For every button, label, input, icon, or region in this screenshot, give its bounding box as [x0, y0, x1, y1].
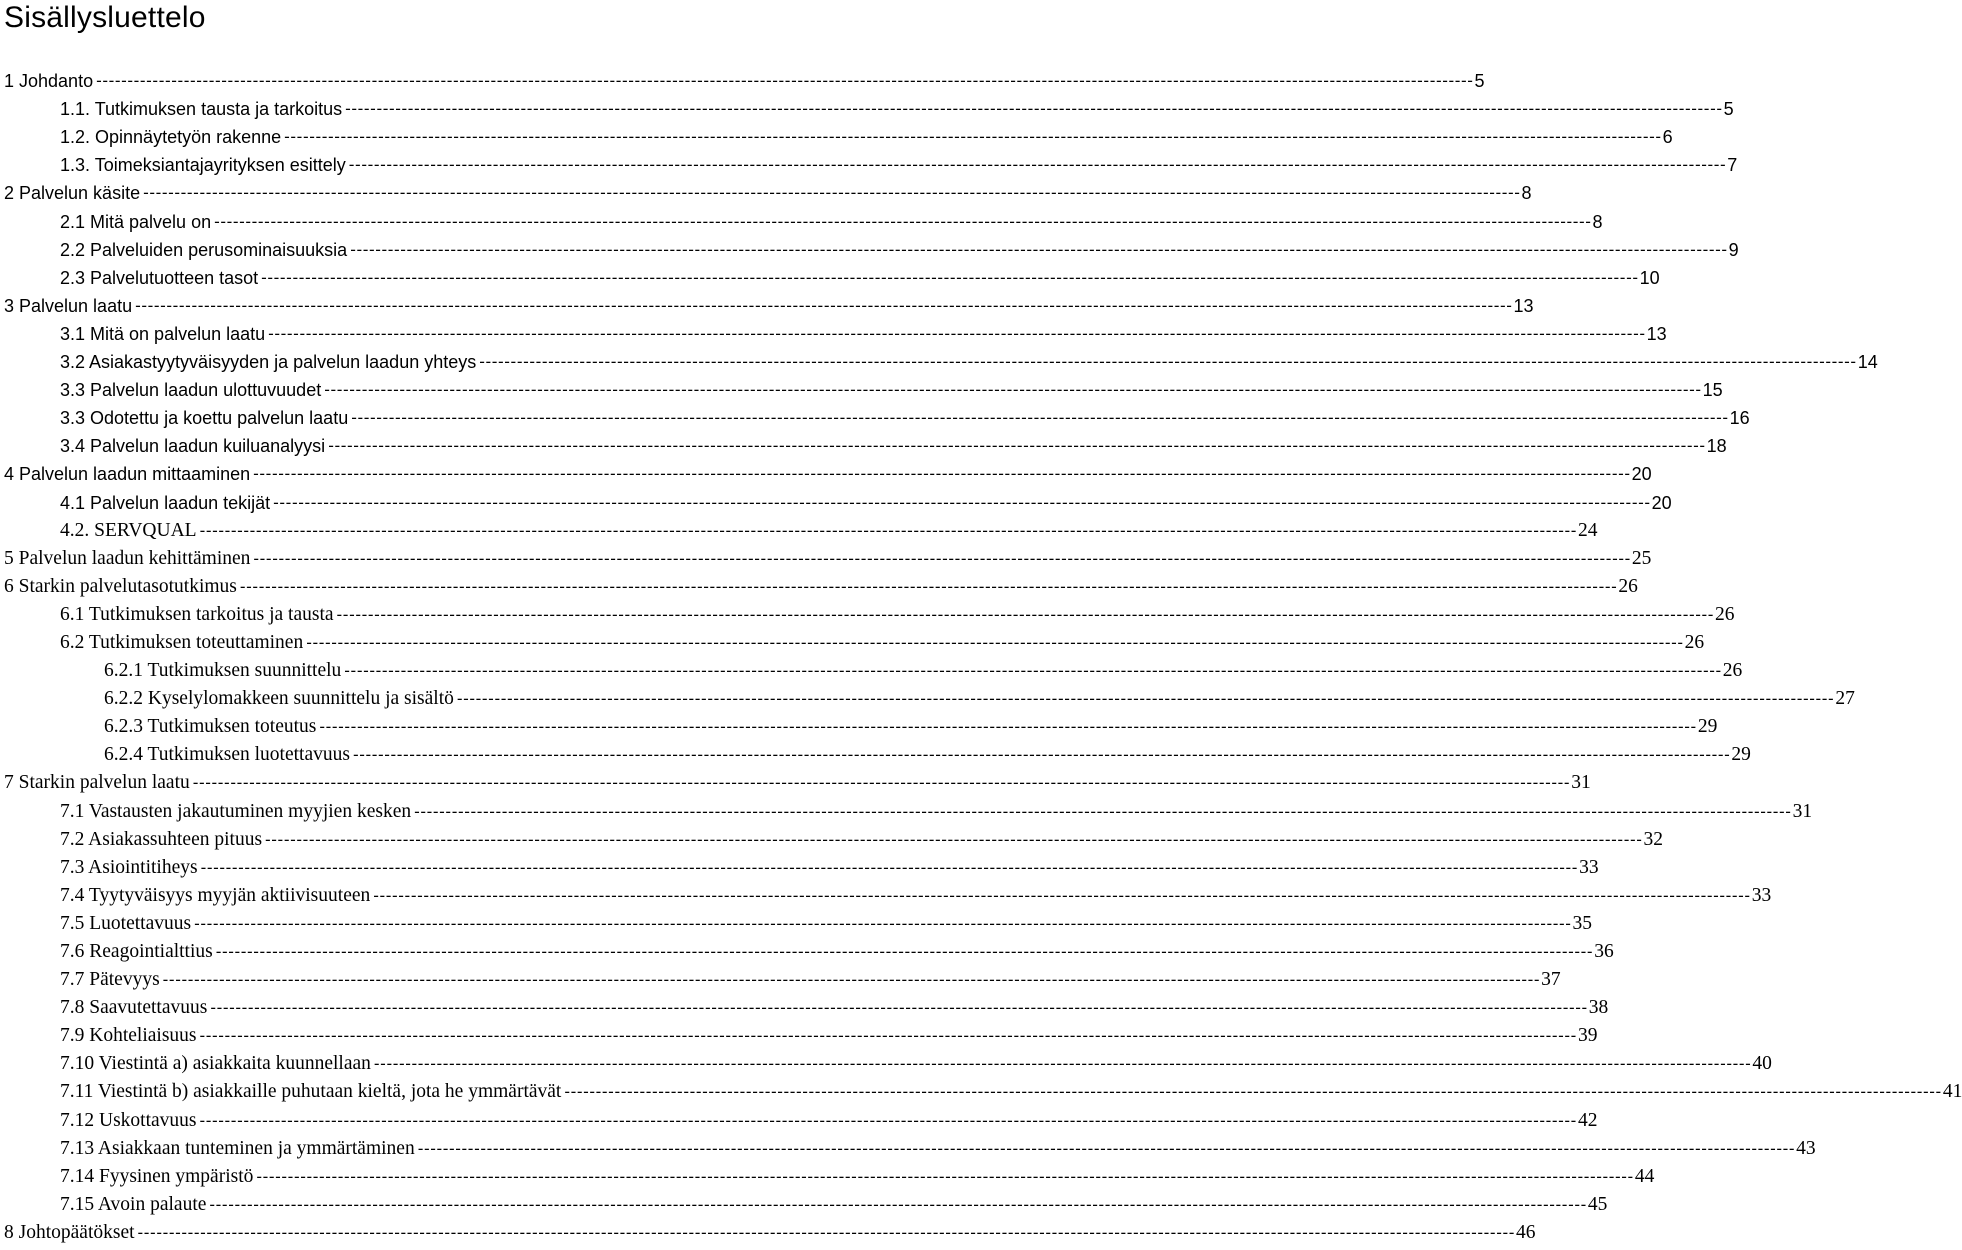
- toc-entry[interactable]: [0, 794, 1813, 822]
- dot-leader: ----------------------------------------------------------------------------------------------------------------------------------------------------------------------------------------------------------------------------: [414, 801, 1792, 821]
- dot-leader: ----------------------------------------------------------------------------------------------------------------------------------------------------------------------------------------------------------------------------: [345, 99, 1723, 119]
- toc-entry-title: 3.4 Palvelun laadun kuiluanalyysi: [0, 435, 328, 457]
- toc-entry-title: 7.11 Viestintä b) asiakkaille puhutaan kieltä, jota he ymmärtävät: [0, 1081, 564, 1103]
- toc-entry-page-number: 24: [1578, 519, 1598, 541]
- toc-entry-page-number: 36: [1594, 941, 1614, 962]
- dot-leader: ----------------------------------------------------------------------------------------------------------------------------------------------------------------------------------------------------------------------------: [261, 267, 1639, 287]
- toc-entry-page-number: 7: [1727, 155, 1738, 176]
- toc-entry-page-number: 15: [1702, 380, 1723, 401]
- toc-entry-title: 3.1 Mitä on palvelun laatu: [0, 323, 268, 345]
- dot-leader: ----------------------------------------------------------------------------------------------------------------------------------------------------------------------------------------------------------------------------: [199, 1026, 1577, 1046]
- toc-entry[interactable]: [0, 654, 1743, 682]
- toc-entry[interactable]: [0, 261, 1660, 289]
- dot-leader: ----------------------------------------------------------------------------------------------------------------------------------------------------------------------------------------------------------------------------: [350, 239, 1728, 259]
- toc-entry[interactable]: [0, 710, 1718, 738]
- toc-entry[interactable]: [0, 1132, 1816, 1160]
- toc-entry[interactable]: [0, 204, 1603, 232]
- toc-entry-page-number: 37: [1541, 969, 1561, 991]
- toc-entry[interactable]: [0, 907, 1593, 935]
- toc-entry-title: 7.9 Kohteliaisuus: [0, 1025, 200, 1047]
- toc-entry-page-number: 16: [1729, 408, 1750, 429]
- toc-entry-title: 7.4 Tyytyväisyys myyjän aktiivisuuteen: [0, 885, 373, 907]
- toc-entry-title: 1.2. Opinnäytetyön rakenne: [0, 126, 284, 148]
- dot-leader: ----------------------------------------------------------------------------------------------------------------------------------------------------------------------------------------------------------------------------: [253, 548, 1631, 568]
- toc-entry-page-number: 46: [1515, 1221, 1536, 1243]
- dot-leader: ----------------------------------------------------------------------------------------------------------------------------------------------------------------------------------------------------------------------------: [268, 323, 1646, 343]
- dot-leader: ----------------------------------------------------------------------------------------------------------------------------------------------------------------------------------------------------------------------------: [256, 1166, 1634, 1186]
- toc-entry[interactable]: [0, 1188, 1608, 1216]
- dot-leader: ----------------------------------------------------------------------------------------------------------------------------------------------------------------------------------------------------------------------------: [199, 1110, 1577, 1130]
- dot-leader: ----------------------------------------------------------------------------------------------------------------------------------------------------------------------------------------------------------------------------: [328, 436, 1706, 456]
- dot-leader: ----------------------------------------------------------------------------------------------------------------------------------------------------------------------------------------------------------------------------: [284, 127, 1662, 147]
- toc-entry-title: 7.3 Asiointitiheys: [0, 857, 201, 879]
- toc-entry-page-number: 40: [1752, 1053, 1772, 1075]
- toc-entry-title: 7.13 Asiakkaan tunteminen ja ymmärtäminen: [0, 1138, 418, 1160]
- toc-entry-page-number: 5: [1474, 71, 1485, 92]
- toc-entry-title: 1.1. Tutkimuksen tausta ja tarkoitus: [0, 98, 345, 120]
- toc-entry-title: 3.3 Odotettu ja koettu palvelun laatu: [0, 407, 351, 429]
- toc-entry[interactable]: [0, 92, 1734, 120]
- toc-entry-title: 2.3 Palvelutuotteen tasot: [0, 267, 261, 289]
- toc-entry[interactable]: [0, 429, 1727, 457]
- dot-leader: ----------------------------------------------------------------------------------------------------------------------------------------------------------------------------------------------------------------------------: [143, 183, 1521, 203]
- toc-entry-page-number: 14: [1857, 352, 1878, 373]
- toc-entry[interactable]: [0, 1103, 1598, 1131]
- toc-entry[interactable]: [0, 148, 1738, 176]
- toc-entry-page-number: 39: [1577, 1025, 1598, 1047]
- toc-entry-page-number: 41: [1942, 1081, 1962, 1103]
- toc-entry-page-number: 42: [1577, 1109, 1598, 1131]
- toc-entry-page-number: 38: [1588, 997, 1609, 1019]
- toc-entry-page-number: 8: [1521, 183, 1532, 204]
- toc-entry[interactable]: [0, 289, 1534, 317]
- dot-leader: ----------------------------------------------------------------------------------------------------------------------------------------------------------------------------------------------------------------------------: [214, 211, 1592, 231]
- dot-leader: ----------------------------------------------------------------------------------------------------------------------------------------------------------------------------------------------------------------------------: [319, 717, 1697, 737]
- dot-leader: ----------------------------------------------------------------------------------------------------------------------------------------------------------------------------------------------------------------------------: [351, 408, 1729, 428]
- dot-leader: ----------------------------------------------------------------------------------------------------------------------------------------------------------------------------------------------------------------------------: [306, 632, 1684, 652]
- toc-entry-title: 7.6 Reagointialttius: [0, 941, 216, 963]
- toc-entry-page-number: 35: [1572, 912, 1593, 934]
- toc-entry-title: 6.1 Tutkimuksen tarkoitus ja tausta: [0, 604, 337, 626]
- toc-entry-title: 7.15 Avoin palaute: [0, 1194, 209, 1216]
- toc-entry-title: 7.5 Luotettavuus: [0, 913, 194, 935]
- toc-entry-title: 7.12 Uskottavuus: [0, 1110, 200, 1132]
- dot-leader: ----------------------------------------------------------------------------------------------------------------------------------------------------------------------------------------------------------------------------: [253, 464, 1631, 484]
- toc-entry-page-number: 27: [1835, 688, 1855, 710]
- toc-entry-title: 1.3. Toimeksiantajayrityksen esittely: [0, 154, 349, 176]
- toc-entry-page-number: 26: [1684, 631, 1705, 653]
- toc-entry[interactable]: [0, 738, 1751, 766]
- toc-entry-title: 6.2.3 Tutkimuksen toteutus: [0, 716, 319, 738]
- dot-leader: ----------------------------------------------------------------------------------------------------------------------------------------------------------------------------------------------------------------------------: [348, 155, 1727, 175]
- toc-entry-page-number: 13: [1513, 295, 1534, 316]
- dot-leader: ----------------------------------------------------------------------------------------------------------------------------------------------------------------------------------------------------------------------------: [162, 970, 1541, 990]
- toc-entry-title: 6.2.1 Tutkimuksen suunnittelu: [0, 660, 344, 682]
- toc-entry-title: 4 Palvelun laadun mittaaminen: [0, 463, 253, 485]
- dot-leader: ----------------------------------------------------------------------------------------------------------------------------------------------------------------------------------------------------------------------------: [417, 1138, 1796, 1158]
- toc-entry[interactable]: [0, 176, 1532, 204]
- toc-entry-page-number: 9: [1728, 239, 1739, 260]
- toc-entry-page-number: 33: [1751, 884, 1772, 906]
- toc-entry[interactable]: [0, 233, 1739, 261]
- toc-entry[interactable]: [0, 935, 1614, 963]
- toc-entry-title: 7.10 Viestintä a) asiakkaita kuunnellaan: [0, 1053, 374, 1075]
- toc-entry-title: 4.1 Palvelun laadun tekijät: [0, 492, 273, 514]
- toc-entry-title: 7.2 Asiakassuhteen pituus: [0, 829, 265, 851]
- dot-leader: ----------------------------------------------------------------------------------------------------------------------------------------------------------------------------------------------------------------------------: [200, 857, 1579, 877]
- dot-leader: ----------------------------------------------------------------------------------------------------------------------------------------------------------------------------------------------------------------------------: [199, 520, 1578, 540]
- toc-entry-page-number: 20: [1651, 492, 1672, 513]
- toc-entry-page-number: 20: [1631, 464, 1652, 485]
- toc-entry[interactable]: [0, 1047, 1772, 1075]
- toc-entry-title: 2 Palvelun käsite: [0, 182, 143, 204]
- dot-leader: ----------------------------------------------------------------------------------------------------------------------------------------------------------------------------------------------------------------------------: [209, 1194, 1587, 1214]
- toc-entry[interactable]: [0, 542, 1652, 570]
- toc-entry[interactable]: [0, 570, 1638, 598]
- dot-leader: ----------------------------------------------------------------------------------------------------------------------------------------------------------------------------------------------------------------------------: [352, 745, 1731, 765]
- dot-leader: ----------------------------------------------------------------------------------------------------------------------------------------------------------------------------------------------------------------------------: [239, 576, 1618, 596]
- toc-entry[interactable]: [0, 64, 1485, 92]
- toc-entry-title: 1 Johdanto: [0, 70, 96, 92]
- table-of-contents: [0, 64, 1962, 1244]
- toc-entry[interactable]: [0, 766, 1591, 794]
- toc-entry-title: 3 Palvelun laatu: [0, 295, 135, 317]
- toc-entry[interactable]: [0, 991, 1609, 1019]
- toc-entry[interactable]: [0, 1216, 1536, 1244]
- dot-leader: ----------------------------------------------------------------------------------------------------------------------------------------------------------------------------------------------------------------------------: [324, 380, 1702, 400]
- toc-entry-title: 2.1 Mitä palvelu on: [0, 211, 214, 233]
- toc-entry-page-number: 8: [1592, 211, 1603, 232]
- toc-entry-title: 3.3 Palvelun laadun ulottuvuudet: [0, 379, 324, 401]
- page-title: Sisällysluettelo: [4, 1, 206, 34]
- toc-entry[interactable]: [0, 1019, 1598, 1047]
- toc-entry-page-number: 10: [1639, 267, 1660, 288]
- toc-entry-page-number: 33: [1579, 856, 1599, 878]
- dot-leader: ----------------------------------------------------------------------------------------------------------------------------------------------------------------------------------------------------------------------------: [192, 773, 1571, 793]
- toc-entry-page-number: 29: [1731, 744, 1751, 766]
- toc-entry-title: 6.2 Tutkimuksen toteuttaminen: [0, 632, 306, 654]
- toc-entry-page-number: 32: [1643, 828, 1663, 850]
- toc-entry[interactable]: [0, 373, 1723, 401]
- dot-leader: ----------------------------------------------------------------------------------------------------------------------------------------------------------------------------------------------------------------------------: [479, 352, 1857, 372]
- toc-entry[interactable]: [0, 1075, 1962, 1103]
- toc-entry-page-number: 44: [1634, 1165, 1655, 1187]
- toc-entry-page-number: 6: [1662, 127, 1673, 148]
- toc-entry-title: 7 Starkin palvelun laatu: [0, 772, 193, 794]
- toc-entry-title: 7.1 Vastausten jakautuminen myyjien kesken: [0, 801, 414, 823]
- toc-entry-page-number: 31: [1792, 800, 1813, 822]
- toc-entry-page-number: 43: [1796, 1137, 1816, 1159]
- toc-entry[interactable]: [0, 485, 1672, 513]
- dot-leader: ----------------------------------------------------------------------------------------------------------------------------------------------------------------------------------------------------------------------------: [265, 829, 1643, 849]
- dot-leader: ----------------------------------------------------------------------------------------------------------------------------------------------------------------------------------------------------------------------------: [336, 604, 1714, 624]
- dot-leader: ----------------------------------------------------------------------------------------------------------------------------------------------------------------------------------------------------------------------------: [373, 885, 1751, 905]
- toc-entry-title: 6.2.4 Tutkimuksen luotettavuus: [0, 744, 353, 766]
- toc-entry[interactable]: [0, 1160, 1655, 1188]
- toc-entry-page-number: 31: [1571, 772, 1591, 794]
- dot-leader: ----------------------------------------------------------------------------------------------------------------------------------------------------------------------------------------------------------------------------: [273, 492, 1651, 512]
- dot-leader: ----------------------------------------------------------------------------------------------------------------------------------------------------------------------------------------------------------------------------: [215, 942, 1594, 961]
- toc-entry-title: 8 Johtopäätökset: [0, 1222, 138, 1244]
- toc-entry[interactable]: [0, 317, 1667, 345]
- toc-entry-page-number: 13: [1646, 323, 1667, 344]
- toc-entry-page-number: 5: [1723, 99, 1734, 120]
- dot-leader: ----------------------------------------------------------------------------------------------------------------------------------------------------------------------------------------------------------------------------: [564, 1082, 1942, 1102]
- toc-entry-title: 6 Starkin palvelutasotutkimus: [0, 576, 240, 598]
- toc-entry[interactable]: [0, 120, 1673, 148]
- toc-entry-page-number: 26: [1722, 660, 1743, 682]
- toc-entry-page-number: 25: [1631, 547, 1652, 569]
- dot-leader: ----------------------------------------------------------------------------------------------------------------------------------------------------------------------------------------------------------------------------: [137, 1222, 1515, 1242]
- toc-entry[interactable]: [0, 879, 1772, 907]
- toc-entry-title: 5 Palvelun laadun kehittäminen: [0, 548, 253, 570]
- toc-entry[interactable]: [0, 401, 1750, 429]
- toc-entry-title: 7.7 Pätevyys: [0, 969, 163, 991]
- toc-entry-title: 6.2.2 Kyselylomakkeen suunnittelu ja sisältö: [0, 688, 457, 710]
- toc-entry[interactable]: [0, 851, 1599, 879]
- toc-entry[interactable]: [0, 823, 1663, 851]
- toc-entry-title: 4.2. SERVQUAL: [0, 520, 200, 542]
- toc-entry-page-number: 26: [1618, 575, 1638, 597]
- toc-entry[interactable]: [0, 626, 1705, 654]
- toc-entry-title: 3.2 Asiakastyytyväisyyden ja palvelun laadun yhteys: [0, 351, 479, 373]
- dot-leader: ----------------------------------------------------------------------------------------------------------------------------------------------------------------------------------------------------------------------------: [194, 913, 1572, 933]
- toc-entry-page-number: 26: [1715, 603, 1735, 625]
- dot-leader: ----------------------------------------------------------------------------------------------------------------------------------------------------------------------------------------------------------------------------: [344, 661, 1722, 681]
- dot-leader: ----------------------------------------------------------------------------------------------------------------------------------------------------------------------------------------------------------------------------: [210, 998, 1588, 1018]
- toc-entry[interactable]: [0, 345, 1878, 373]
- dot-leader: ----------------------------------------------------------------------------------------------------------------------------------------------------------------------------------------------------------------------------: [373, 1054, 1752, 1074]
- toc-entry[interactable]: [0, 457, 1652, 485]
- toc-entry[interactable]: [0, 963, 1561, 991]
- dot-leader: ----------------------------------------------------------------------------------------------------------------------------------------------------------------------------------------------------------------------------: [96, 71, 1474, 91]
- dot-leader: ----------------------------------------------------------------------------------------------------------------------------------------------------------------------------------------------------------------------------: [135, 295, 1513, 315]
- toc-entry-title: 2.2 Palveluiden perusominaisuuksia: [0, 239, 350, 261]
- toc-entry[interactable]: [0, 682, 1855, 710]
- dot-leader: ----------------------------------------------------------------------------------------------------------------------------------------------------------------------------------------------------------------------------: [456, 689, 1835, 709]
- toc-entry-title: 7.8 Saavutettavuus: [0, 997, 210, 1019]
- toc-entry[interactable]: [0, 514, 1598, 542]
- toc-entry-title: 7.14 Fyysinen ympäristö: [0, 1166, 256, 1188]
- toc-entry-page-number: 18: [1706, 436, 1727, 457]
- toc-entry-page-number: 45: [1587, 1193, 1608, 1215]
- toc-entry-page-number: 29: [1697, 716, 1718, 738]
- toc-entry[interactable]: [0, 598, 1735, 626]
